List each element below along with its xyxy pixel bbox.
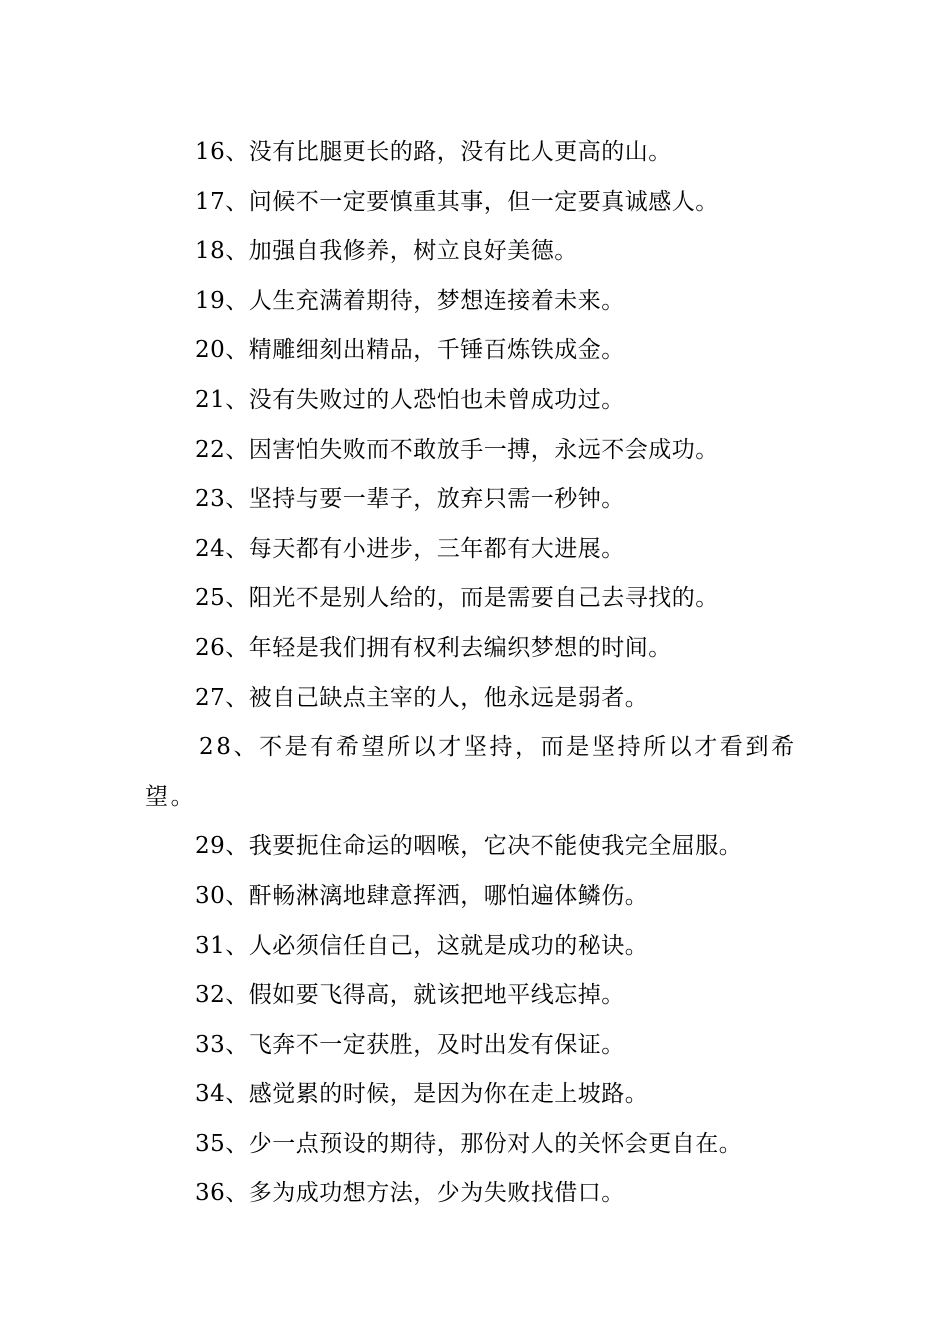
quote-line-24: 24、每天都有小进步，三年都有大进展。 <box>195 535 625 562</box>
quote-list <box>145 128 815 1219</box>
quote-line-31: 31、人必须信任自己，这就是成功的秘诀。 <box>195 932 649 959</box>
quote-line-33: 33、飞奔不一定获胜，及时出发有保证。 <box>195 1031 625 1058</box>
quote-line-16: 16、没有比腿更长的路，没有比人更高的山。 <box>195 139 672 165</box>
quote-line-32: 32、假如要飞得高，就该把地平线忘掉。 <box>195 982 625 1009</box>
quote-line-29: 29、我要扼住命运的咽喉，它决不能使我完全屈服。 <box>195 833 743 860</box>
quote-line-18: 18、加强自我修养，树立良好美德。 <box>195 238 578 265</box>
quote-line-21: 21、没有失败过的人恐怕也未曾成功过。 <box>195 386 625 413</box>
quote-line-34: 34、感觉累的时候，是因为你在走上坡路。 <box>195 1081 649 1108</box>
quote-line-25: 25、阳光不是别人给的，而是需要自己去寻找的。 <box>195 585 719 612</box>
quote-line-23: 23、坚持与要一辈子，放弃只需一秒钟。 <box>195 486 625 513</box>
quote-line-20: 20、精雕细刻出精品，千锤百炼铁成金。 <box>195 337 625 364</box>
quote-line-28: 28、不是有希望所以才坚持，而是坚持所以才看到希望。 <box>145 734 797 810</box>
quote-line-19: 19、人生充满着期待，梦想连接着未来。 <box>195 287 625 314</box>
quote-line-27: 27、被自己缺点主宰的人，他永远是弱者。 <box>195 684 649 711</box>
quote-line-35: 35、少一点预设的期待，那份对人的关怀会更自在。 <box>195 1130 743 1157</box>
quote-line-26: 26、年轻是我们拥有权利去编织梦想的时间。 <box>195 634 672 661</box>
quote-line-17: 17、问候不一定要慎重其事，但一定要真诚感人。 <box>195 188 719 215</box>
quote-line-22: 22、因害怕失败而不敢放手一搏，永远不会成功。 <box>195 436 719 463</box>
quote-line-36: 36、多为成功想方法，少为失败找借口。 <box>195 1180 625 1207</box>
quote-line-30: 30、酐畅淋漓地肆意挥洒，哪怕遍体鳞伤。 <box>195 882 649 909</box>
